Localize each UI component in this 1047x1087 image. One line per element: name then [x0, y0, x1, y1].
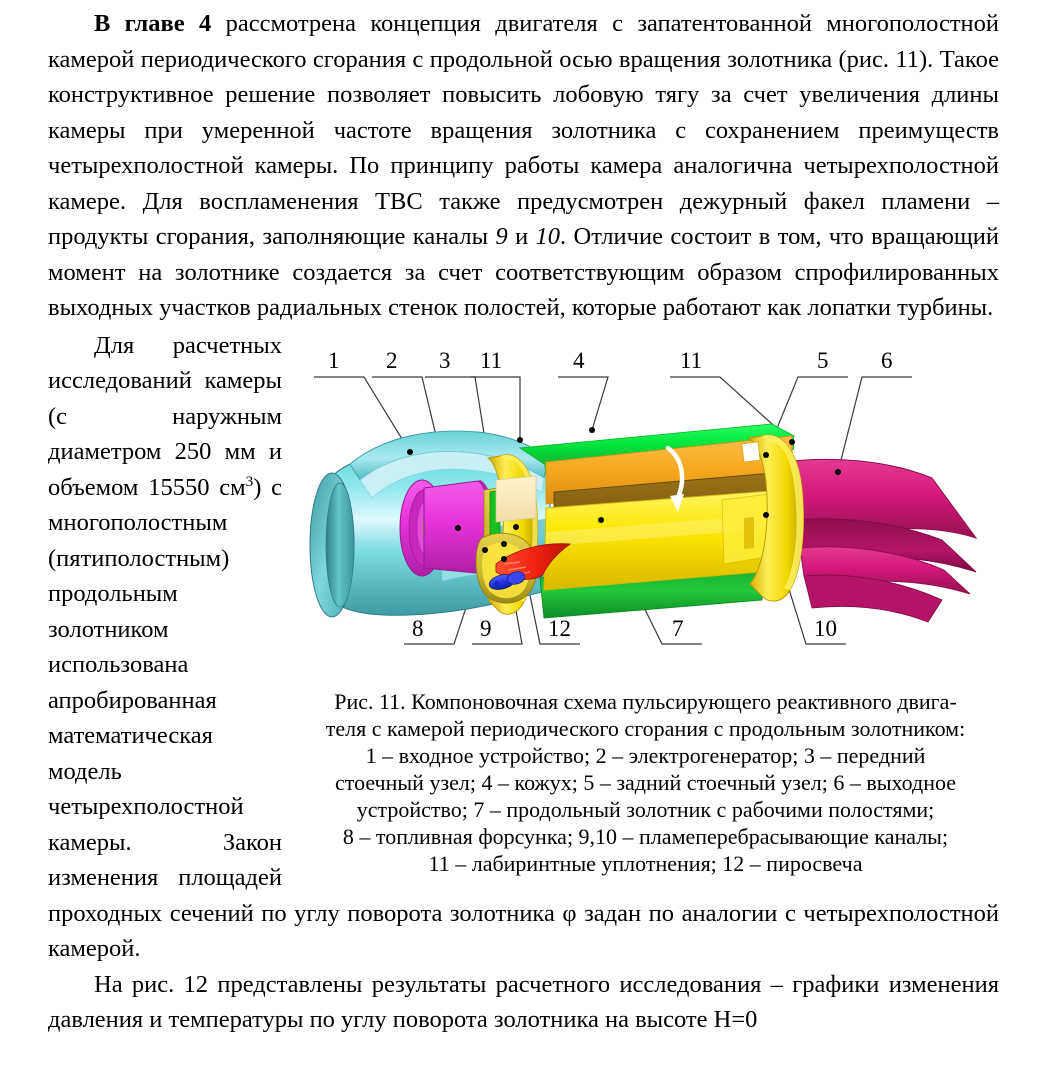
volume-exponent: 3: [245, 472, 254, 490]
callout-label-7: 7: [672, 615, 684, 641]
caption-line-3: 1 – входное устройство; 2 – электрогенератор; 3 – передний: [365, 742, 926, 768]
callout-label-6: 6: [881, 347, 893, 373]
paragraph-3: На рис. 12 представлены результаты расчетного исследования – графики изменения давления и температуры по углу поворота золотника на высоте Н=0: [48, 970, 999, 1033]
chapter-lead-bold: В главе 4: [94, 10, 212, 37]
tail-block: [48, 967, 999, 1038]
callout-label-10: 10: [814, 615, 837, 641]
paragraph-1-text-b: . Отличие состоит в том, что вращающий момент на золотнике создается за счет соответствующим образом спрофилированных выходных участков радиальных стенок полостей, которые работают как лопатки турбины.: [48, 223, 999, 321]
paragraph-2-text-b: ) с многополостным (пятиполостным) продольным золотником использована апробированная математическая модель четырехполостной камеры. Закон изменения площадей проходных сечений по углу поворота золотника φ задан по аналогии с четырехполостной камерой.: [48, 473, 999, 962]
callout-label-11-front: 11: [480, 347, 503, 373]
paragraph-1-text-a: рассмотрена концепция двигателя с запатентованной многополостной камерой периодического сгорания с продольной осью вращения золотника (рис. 11). Такое конструктивное решение позволяет повысить лобовую тягу за счет увеличения длины камеры при умеренной частоте вращения золотника с сохранением преимуществ четырехполостной камеры. По принципу работы камера аналогична четырехполостной камере. Для воспламенения ТВС также предусмотрен дежурный факел пламени – продукты сгорания, заполняющие каналы: [48, 10, 999, 250]
figure-11: [292, 332, 999, 877]
callout-label-8: 8: [412, 615, 424, 641]
paragraph-1-conj: и: [507, 223, 536, 250]
engine-assembly-drawing: [292, 332, 999, 684]
paragraph-1: [48, 0, 999, 326]
callout-label-1: 1: [328, 347, 340, 373]
callout-label-12: 12: [548, 615, 571, 641]
part-outlet-device: [784, 459, 976, 622]
callout-label-5: 5: [817, 347, 829, 373]
caption-line-7: 11 – лабиринтные уплотнения; 12 – пиросвеча: [428, 850, 863, 876]
paragraph-2-text-a: Для расчетных исследований камеры (с наружным диаметром 250 мм и объемом 15550 см: [48, 331, 282, 501]
caption-line-2: теля с камерой периодического сгорания с продольным золотником:: [325, 715, 966, 741]
figure-caption: [292, 688, 999, 877]
callout-label-9: 9: [480, 615, 492, 641]
callout-label-3: 3: [439, 347, 451, 373]
caption-line-4: стоечный узел; 4 – кожух; 5 – задний стоечный узел; 6 – выходное: [334, 769, 957, 795]
channel-ref-9: 9: [495, 223, 508, 250]
caption-line-1: Рис. 11. Компоновочная схема пульсирующего реактивного двига-: [334, 688, 957, 714]
text-figure-wrap: [48, 328, 999, 967]
caption-line-5: устройство; 7 – продольный золотник с рабочими полостями;: [356, 796, 935, 822]
channel-ref-10: 10: [535, 223, 561, 250]
callout-label-4: 4: [573, 347, 585, 373]
caption-line-6: 8 – топливная форсунка; 9,10 – пламеперебрасывающие каналы;: [342, 823, 949, 849]
callout-label-2: 2: [386, 347, 398, 373]
callout-label-11-rear: 11: [680, 347, 703, 373]
figure-illustration: [292, 332, 999, 684]
